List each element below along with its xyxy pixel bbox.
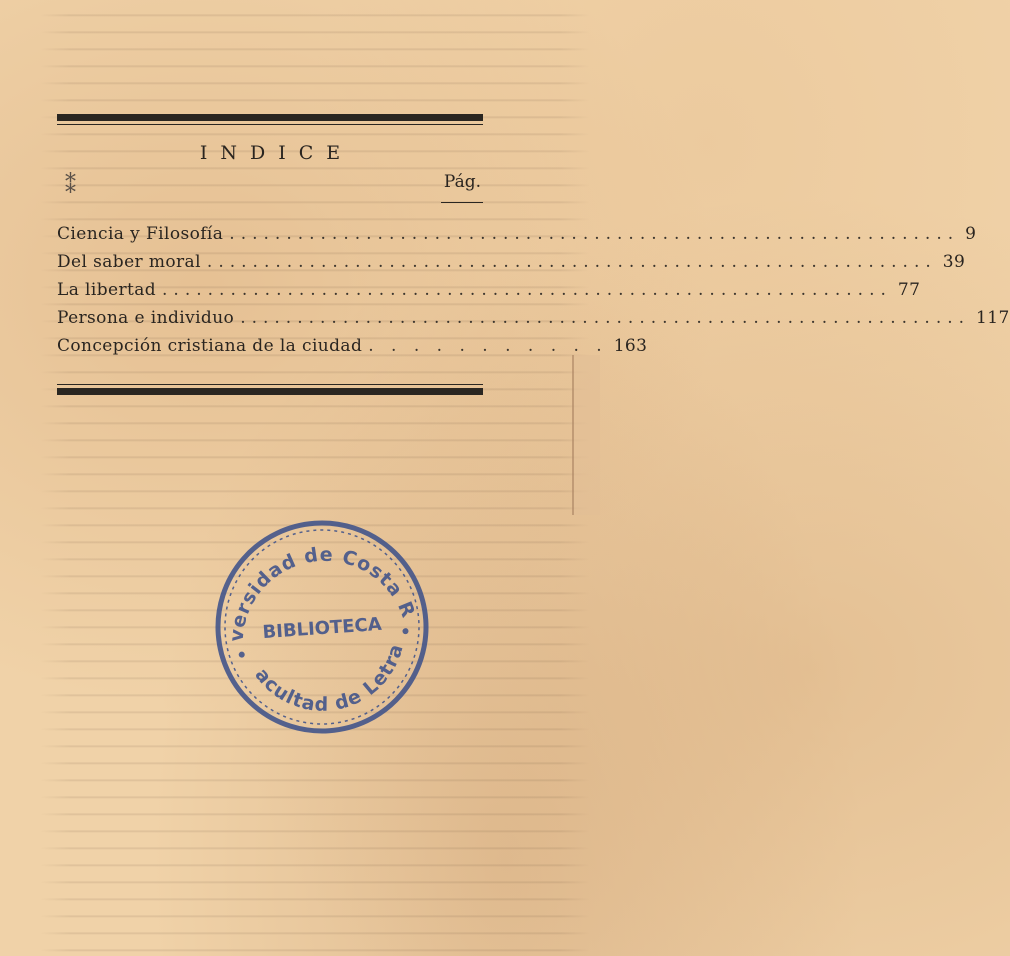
- toc-entry-page: 117: [976, 308, 1010, 328]
- leader-dots: ................................................................: [240, 308, 971, 328]
- toc-entry-page: 77: [897, 280, 921, 300]
- leader-dots: ................................................................: [162, 280, 892, 300]
- toc-entry-title: Ciencia y Filosofía: [57, 224, 224, 244]
- toc-entry-title: Concepción cristiana de la ciudad: [57, 336, 363, 356]
- toc-entry-title: La libertad: [57, 280, 157, 300]
- leader-dots: ................................................................: [229, 224, 960, 244]
- index-frame: [57, 114, 1010, 395]
- index-title: INDICE: [199, 142, 354, 164]
- toc-entry-title: Persona e individuo: [57, 308, 235, 328]
- page-column-header: Pág.: [443, 172, 481, 192]
- toc-list: [57, 224, 1010, 364]
- ink-mark-icon: ⁑: [65, 174, 76, 199]
- stamp-seal-icon: [212, 517, 432, 737]
- stamp-top-text: Universidad de Costa Rica: [225, 543, 420, 643]
- leader-dots: . . . . . . . . . . .: [368, 336, 608, 356]
- next-page-edge: [572, 355, 600, 515]
- toc-entry: [57, 308, 1010, 336]
- page-header-underline: [441, 202, 483, 203]
- leader-dots: ................................................................: [206, 252, 937, 272]
- toc-entry-page: 39: [942, 252, 966, 272]
- toc-entry-page: 163: [613, 336, 648, 356]
- bottom-thick-rule: [57, 388, 483, 395]
- toc-entry-title: Del saber moral: [57, 252, 201, 272]
- toc-entry-page: 9: [965, 224, 977, 244]
- library-stamp: [212, 517, 432, 737]
- toc-entry: [57, 252, 966, 280]
- bottom-thin-rule: [57, 384, 483, 385]
- stamp-center-text: BIBLIOTECA: [261, 613, 383, 644]
- top-thick-rule: [57, 114, 483, 121]
- toc-entry: [57, 224, 977, 252]
- toc-entry: [57, 336, 648, 364]
- toc-entry: [57, 280, 921, 308]
- page-header-row: [57, 164, 483, 224]
- stamp-bottom-text: Facultad de Letras: [250, 640, 408, 716]
- top-thin-rule: [57, 124, 483, 125]
